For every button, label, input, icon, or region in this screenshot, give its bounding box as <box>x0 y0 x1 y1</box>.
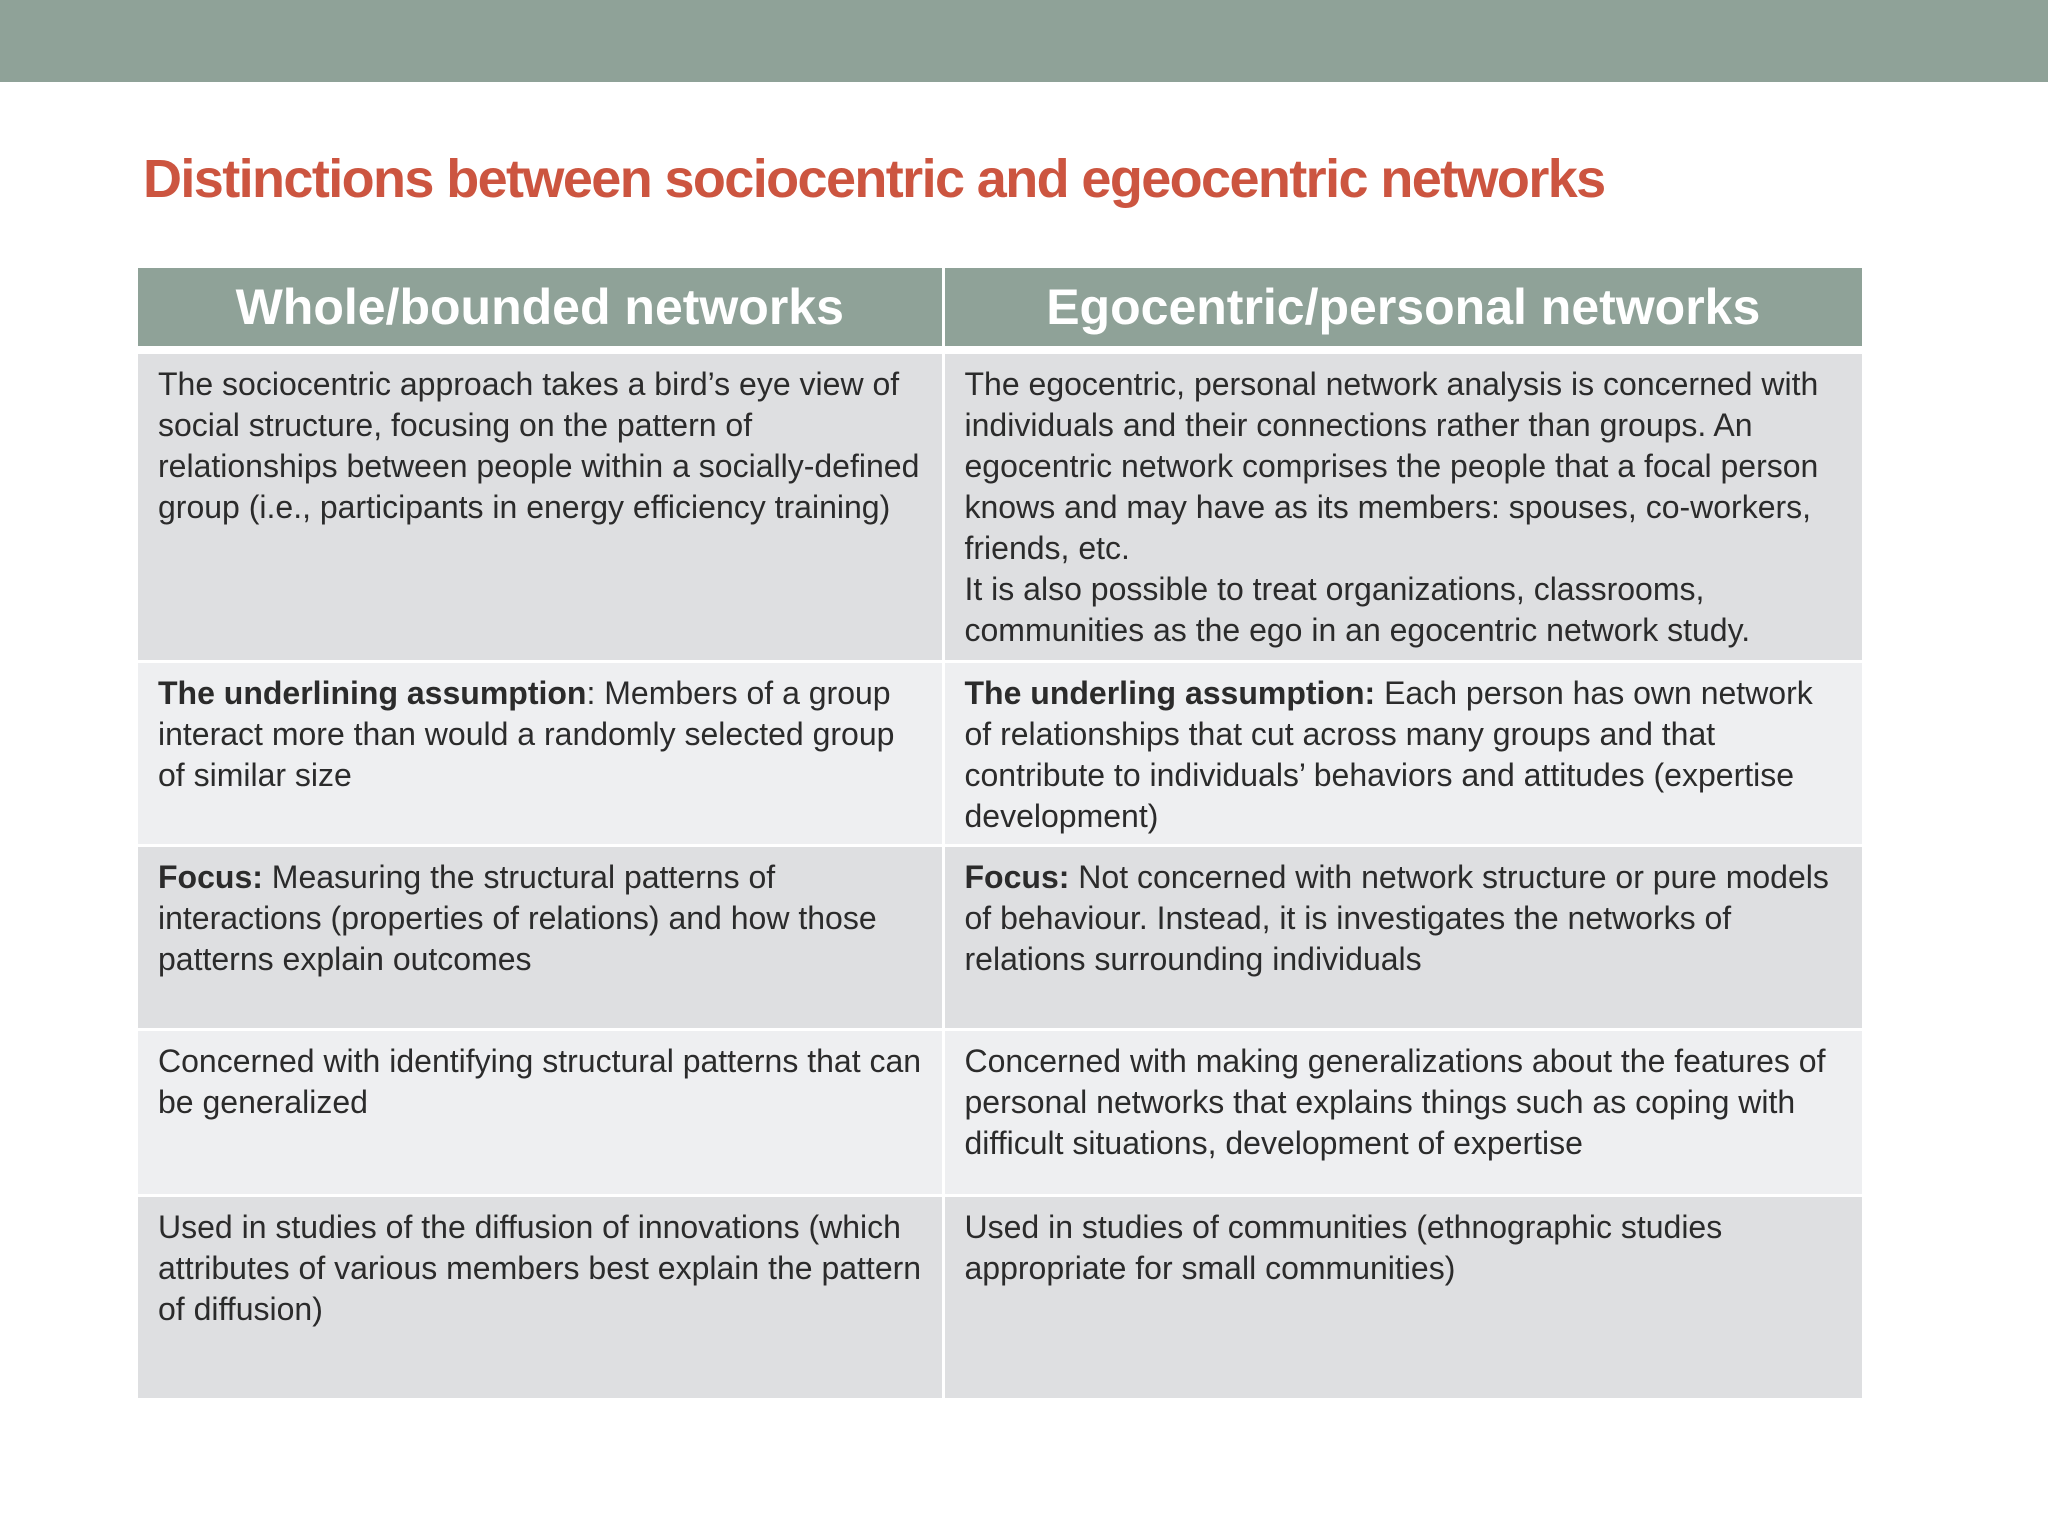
table-row <box>138 1029 1862 1195</box>
cell-lead-label: Focus: <box>964 858 1070 895</box>
header-egocentric-networks: Egocentric/personal networks <box>943 268 1862 350</box>
cell-lead-label: The underlining assumption <box>158 674 587 711</box>
cell-lead-label: Focus: <box>158 858 263 895</box>
cell-assumption-egocentric <box>943 661 1862 845</box>
cell-usage-egocentric <box>943 1195 1862 1399</box>
cell-generalization-whole <box>138 1029 943 1195</box>
cell-lead-label: The underling assumption: <box>964 674 1376 711</box>
slide-title: Distinctions between sociocentric and egeocentric networks <box>143 149 1605 209</box>
cell-text-second-paragraph: It is also possible to treat organizations, classrooms, communities as the ego in an egocentric network study. <box>964 571 1751 648</box>
comparison-table-container <box>138 268 1862 1401</box>
cell-focus-whole <box>138 845 943 1029</box>
cell-usage-whole <box>138 1195 943 1399</box>
cell-text: Not concerned with network structure or pure models of behaviour. Instead, it is investigates the networks of relations surrounding individuals <box>964 858 1829 977</box>
cell-text: Used in studies of the diffusion of innovations (which attributes of various members best explain the pattern of diffusion) <box>158 1208 922 1327</box>
cell-text: Concerned with making generalizations about the features of personal networks that explains things such as coping with difficult situations, development of expertise <box>964 1042 1826 1161</box>
comparison-table <box>138 268 1862 1401</box>
cell-text: Measuring the structural patterns of interactions (properties of relations) and how those patterns explain outcomes <box>158 858 877 977</box>
cell-approach-whole <box>138 350 943 661</box>
table-row <box>138 845 1862 1029</box>
cell-text: Concerned with identifying structural patterns that can be generalized <box>158 1042 922 1120</box>
cell-text: Used in studies of communities (ethnographic studies appropriate for small communities) <box>964 1208 1723 1286</box>
cell-text: : Members of a group interact more than would a randomly selected group of similar size <box>158 674 895 793</box>
table-row <box>138 661 1862 845</box>
cell-approach-egocentric <box>943 350 1862 661</box>
top-color-band <box>0 0 2048 82</box>
table-header-row <box>138 268 1862 350</box>
header-whole-networks: Whole/bounded networks <box>138 268 943 350</box>
table-row <box>138 1195 1862 1399</box>
table-row <box>138 350 1862 661</box>
cell-text: The sociocentric approach takes a bird’s eye view of social structure, focusing on the pattern of relationships between people within a socially-defined group (i.e., participants in energy efficiency training) <box>158 366 920 525</box>
cell-focus-egocentric <box>943 845 1862 1029</box>
cell-text: Each person has own network of relationships that cut across many groups and that contribute to individuals’ behaviors and attitudes (expertise development) <box>964 674 1813 834</box>
cell-text: The egocentric, personal network analysis is concerned with individuals and their connections rather than groups. An egocentric network comprises the people that a focal person knows and may have as its members: spouses, co-workers, friends, etc. <box>964 366 1819 566</box>
cell-assumption-whole <box>138 661 943 845</box>
cell-generalization-egocentric <box>943 1029 1862 1195</box>
